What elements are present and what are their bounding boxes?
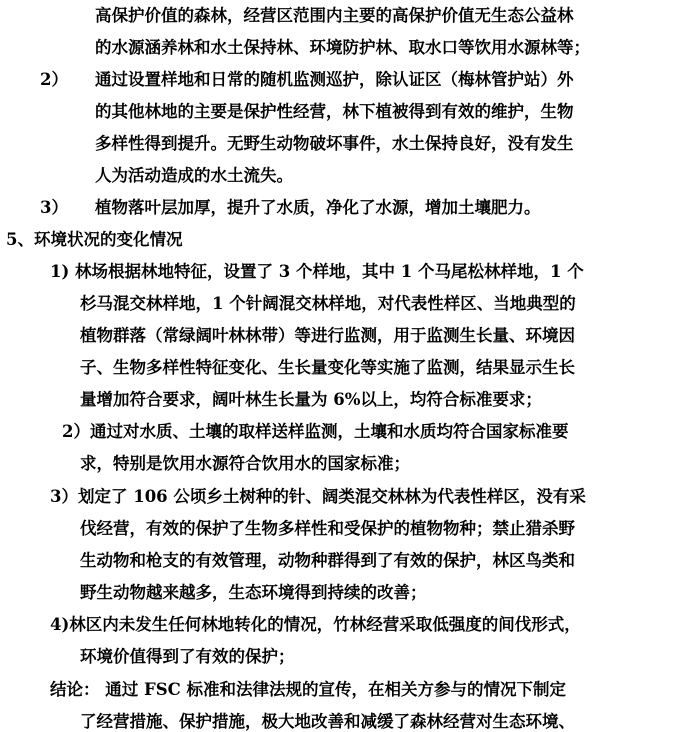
intro-line-1: 高保护价值的森林，经营区范围内主要的高保护价值无生态公益林 [95, 6, 574, 25]
sub3-line-1: 3）划定了 106 公顷乡土树种的针、阔类混交林林为代表性样区，没有采 [50, 487, 586, 506]
item2-line-4: 人为活动造成的水土流失。 [95, 166, 293, 185]
sub2-line-1: 2）通过对水质、土壤的取样送样监测，土壤和水质均符合国家标准要 [62, 422, 569, 441]
sub3-line-3: 生动物和枪支的有效管理，动物种群得到了有效的保护，林区鸟类和 [80, 551, 575, 570]
sub3-line-4: 野生动物越来越多，生态环境得到持续的改善； [80, 583, 427, 602]
item2-number: 2） [40, 70, 68, 89]
sub3-line-2: 伐经营，有效的保护了生物多样性和受保护的植物物种；禁止猎杀野 [80, 519, 575, 538]
sub1-line-1: 1) 林场根据林地特征，设置了 3 个样地，其中 1 个马尾松林样地，1 个 [50, 262, 584, 281]
section-5-heading: 5、环境状况的变化情况 [6, 230, 183, 249]
sub4-line-2: 环境价值得到了有效的保护； [80, 647, 295, 666]
item2-line-2: 的其他林地的主要是保护性经营，林下植被得到有效的维护，生物 [95, 102, 574, 121]
sub2-line-2: 求，特别是饮用水源符合饮用水的国家标准； [80, 454, 410, 473]
item2-line-3: 多样性得到提升。无野生动物破坏事件，水土保持良好，没有发生 [95, 134, 574, 153]
sub1-line-4: 子、生物多样性特征变化、生长量变化等实施了监测，结果显示生长 [80, 358, 575, 377]
conclusion-line-1: 结论： 通过 FSC 标准和法律法规的宣传，在相关方参与的情况下制定 [50, 680, 566, 699]
intro-line-2: 的水源涵养林和水土保持林、环境防护林、取水口等饮用水源林等； [95, 38, 590, 57]
sub1-line-2: 杉马混交林样地，1 个针阔混交林样地，对代表性样区、当地典型的 [80, 294, 576, 313]
sub4-line-1: 4)林区内未发生任何林地转化的情况，竹林经营采取低强度的间伐形式， [50, 615, 581, 634]
sub1-line-5: 量增加符合要求，阔叶林生长量为 6%以上，均符合标准要求； [80, 390, 542, 409]
item3-line-1: 植物落叶层加厚，提升了水质，净化了水源，增加土壤肥力。 [95, 198, 541, 217]
conclusion-line-2: 了经营措施、保护措施，极大地改善和减缓了森林经营对生态环境、 [80, 712, 575, 731]
item2-line-1: 通过设置样地和日常的随机监测巡护，除认证区（梅林管护站）外 [95, 70, 574, 89]
sub1-line-3: 植物群落（常绿阔叶林林带）等进行监测，用于监测生长量、环境因 [80, 326, 575, 345]
item3-number: 3） [40, 198, 68, 217]
